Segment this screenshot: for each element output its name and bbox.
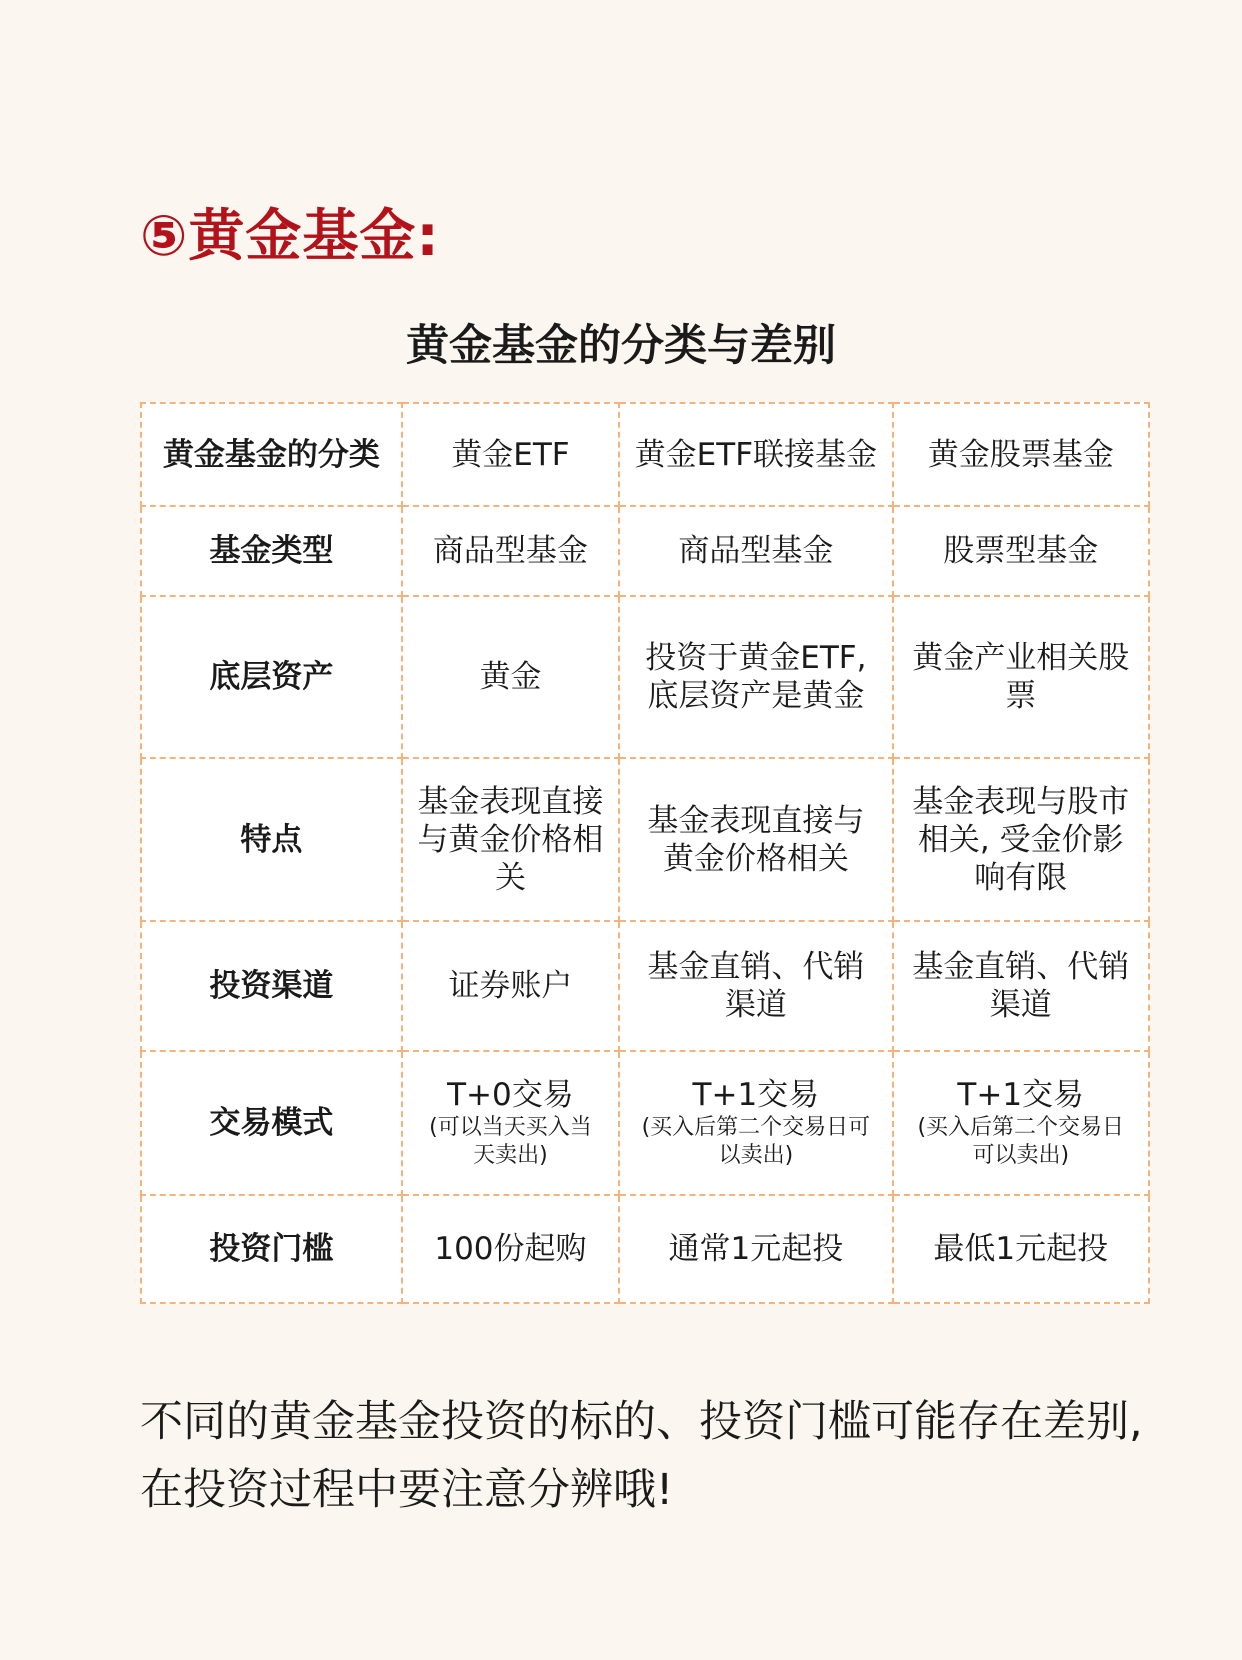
header-cell-category: 黄金基金的分类 bbox=[141, 403, 402, 506]
table-row bbox=[141, 1051, 1149, 1195]
table-cell: 基金直销、代销渠道 bbox=[619, 921, 892, 1051]
row-label: 投资渠道 bbox=[141, 921, 402, 1051]
cell-note: (买入后第二个交易日可以卖出) bbox=[641, 1115, 871, 1168]
table-cell: 投资于黄金ETF, 底层资产是黄金 bbox=[619, 596, 892, 758]
row-label: 特点 bbox=[141, 758, 402, 921]
table-cell: 基金表现与股市相关, 受金价影响有限 bbox=[893, 758, 1150, 921]
table-cell: 证券账户 bbox=[402, 921, 620, 1051]
table-row bbox=[141, 596, 1149, 758]
table-cell: 最低1元起投 bbox=[893, 1195, 1150, 1303]
row-label: 底层资产 bbox=[141, 596, 402, 758]
table-cell: 基金直销、代销渠道 bbox=[893, 921, 1150, 1051]
header-cell-gold-etf-feeder: 黄金ETF联接基金 bbox=[619, 403, 892, 506]
table-cell bbox=[402, 1051, 620, 1195]
cell-main-text: T+0交易 bbox=[447, 1077, 574, 1113]
row-label: 交易模式 bbox=[141, 1051, 402, 1195]
table-cell: 商品型基金 bbox=[619, 506, 892, 596]
table-row bbox=[141, 758, 1149, 921]
table-cell: 基金表现直接与黄金价格相关 bbox=[619, 758, 892, 921]
table-cell: 100份起购 bbox=[402, 1195, 620, 1303]
cell-note: (买入后第二个交易日可以卖出) bbox=[917, 1115, 1125, 1168]
table-cell: 通常1元起投 bbox=[619, 1195, 892, 1303]
footer-note: 不同的黄金基金投资的标的、投资门槛可能存在差别, 在投资过程中要注意分辨哦! bbox=[140, 1397, 1143, 1515]
row-label: 基金类型 bbox=[141, 506, 402, 596]
section-heading: ⑤黄金基金: bbox=[140, 204, 440, 269]
header-cell-gold-stock-fund: 黄金股票基金 bbox=[893, 403, 1150, 506]
cell-main-text: T+1交易 bbox=[957, 1077, 1085, 1113]
gold-fund-comparison-table bbox=[140, 402, 1150, 1304]
table-header-row bbox=[141, 403, 1149, 506]
table-cell bbox=[893, 1051, 1150, 1195]
cell-note: (可以当天买入当天卖出) bbox=[429, 1115, 592, 1168]
table-cell: 黄金产业相关股票 bbox=[893, 596, 1150, 758]
table-title: 黄金基金的分类与差别 bbox=[406, 321, 836, 371]
table-cell: 基金表现直接与黄金价格相关 bbox=[402, 758, 620, 921]
table-row bbox=[141, 506, 1149, 596]
row-label: 投资门槛 bbox=[141, 1195, 402, 1303]
table-cell bbox=[619, 1051, 892, 1195]
table-cell: 黄金 bbox=[402, 596, 620, 758]
table-cell: 商品型基金 bbox=[402, 506, 620, 596]
header-cell-gold-etf: 黄金ETF bbox=[402, 403, 620, 506]
table-cell: 股票型基金 bbox=[893, 506, 1150, 596]
cell-main-text: T+1交易 bbox=[692, 1077, 820, 1113]
table-row bbox=[141, 1195, 1149, 1303]
table-row bbox=[141, 921, 1149, 1051]
